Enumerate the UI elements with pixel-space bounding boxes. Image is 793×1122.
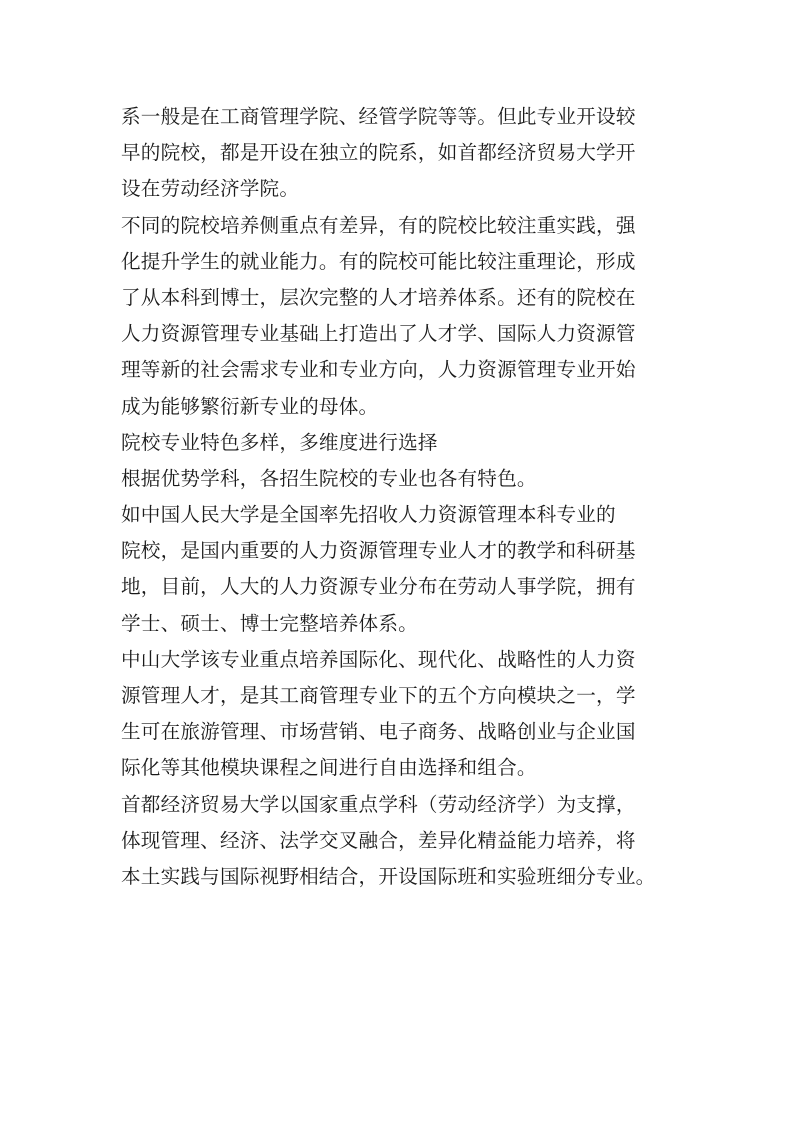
text-line: 首都经济贸易大学以国家重点学科（劳动经济学）为支撑， <box>121 792 636 816</box>
section-heading: 院校专业特色多样，多维度进行选择 <box>121 430 438 454</box>
text-line: 人力资源管理专业基础上打造出了人才学、国际人力资源管 <box>121 322 636 346</box>
text-line: 生可在旅游管理、市场营销、电子商务、战略创业与企业国 <box>121 720 636 744</box>
text-line: 院校，是国内重要的人力资源管理专业人才的教学和科研基 <box>121 539 636 563</box>
text-line: 源管理人才，是其工商管理专业下的五个方向模块之一，学 <box>121 684 636 707</box>
text-line: 如中国人民大学是全国率先招收人力资源管理本科专业的 <box>121 503 616 527</box>
text-line: 成为能够繁衍新专业的母体。 <box>121 394 379 418</box>
text-line: 际化等其他模块课程之间进行自由选择和组合。 <box>121 756 537 780</box>
text-line: 了从本科到博士，层次完整的人才培养体系。还有的院校在 <box>121 285 636 309</box>
text-line: 根据优势学科，各招生院校的专业也各有特色。 <box>121 466 537 490</box>
text-line: 地，目前，人大的人力资源专业分布在劳动人事学院，拥有 <box>121 575 636 599</box>
text-line: 设在劳动经济学院。 <box>121 177 300 201</box>
text-line: 学士、硕士、博士完整培养体系。 <box>121 611 418 635</box>
text-line: 不同的院校培养侧重点有差异，有的院校比较注重实践，强 <box>121 213 636 237</box>
document-body <box>121 99 701 895</box>
text-line: 化提升学生的就业能力。有的院校可能比较注重理论，形成 <box>121 249 636 273</box>
text-line: 体现管理、经济、法学交叉融合，差异化精益能力培养，将 <box>121 828 636 852</box>
text-line: 中山大学该专业重点培养国际化、现代化、战略性的人力资 <box>121 647 636 671</box>
text-line: 本土实践与国际视野相结合，开设国际班和实验班细分专业。 <box>121 864 656 888</box>
text-line: 系一般是在工商管理学院、经管学院等等。但此专业开设较 <box>121 105 636 128</box>
text-line: 理等新的社会需求专业和专业方向，人力资源管理专业开始 <box>121 358 636 382</box>
text-line: 早的院校，都是开设在独立的院系，如首都经济贸易大学开 <box>121 141 636 165</box>
